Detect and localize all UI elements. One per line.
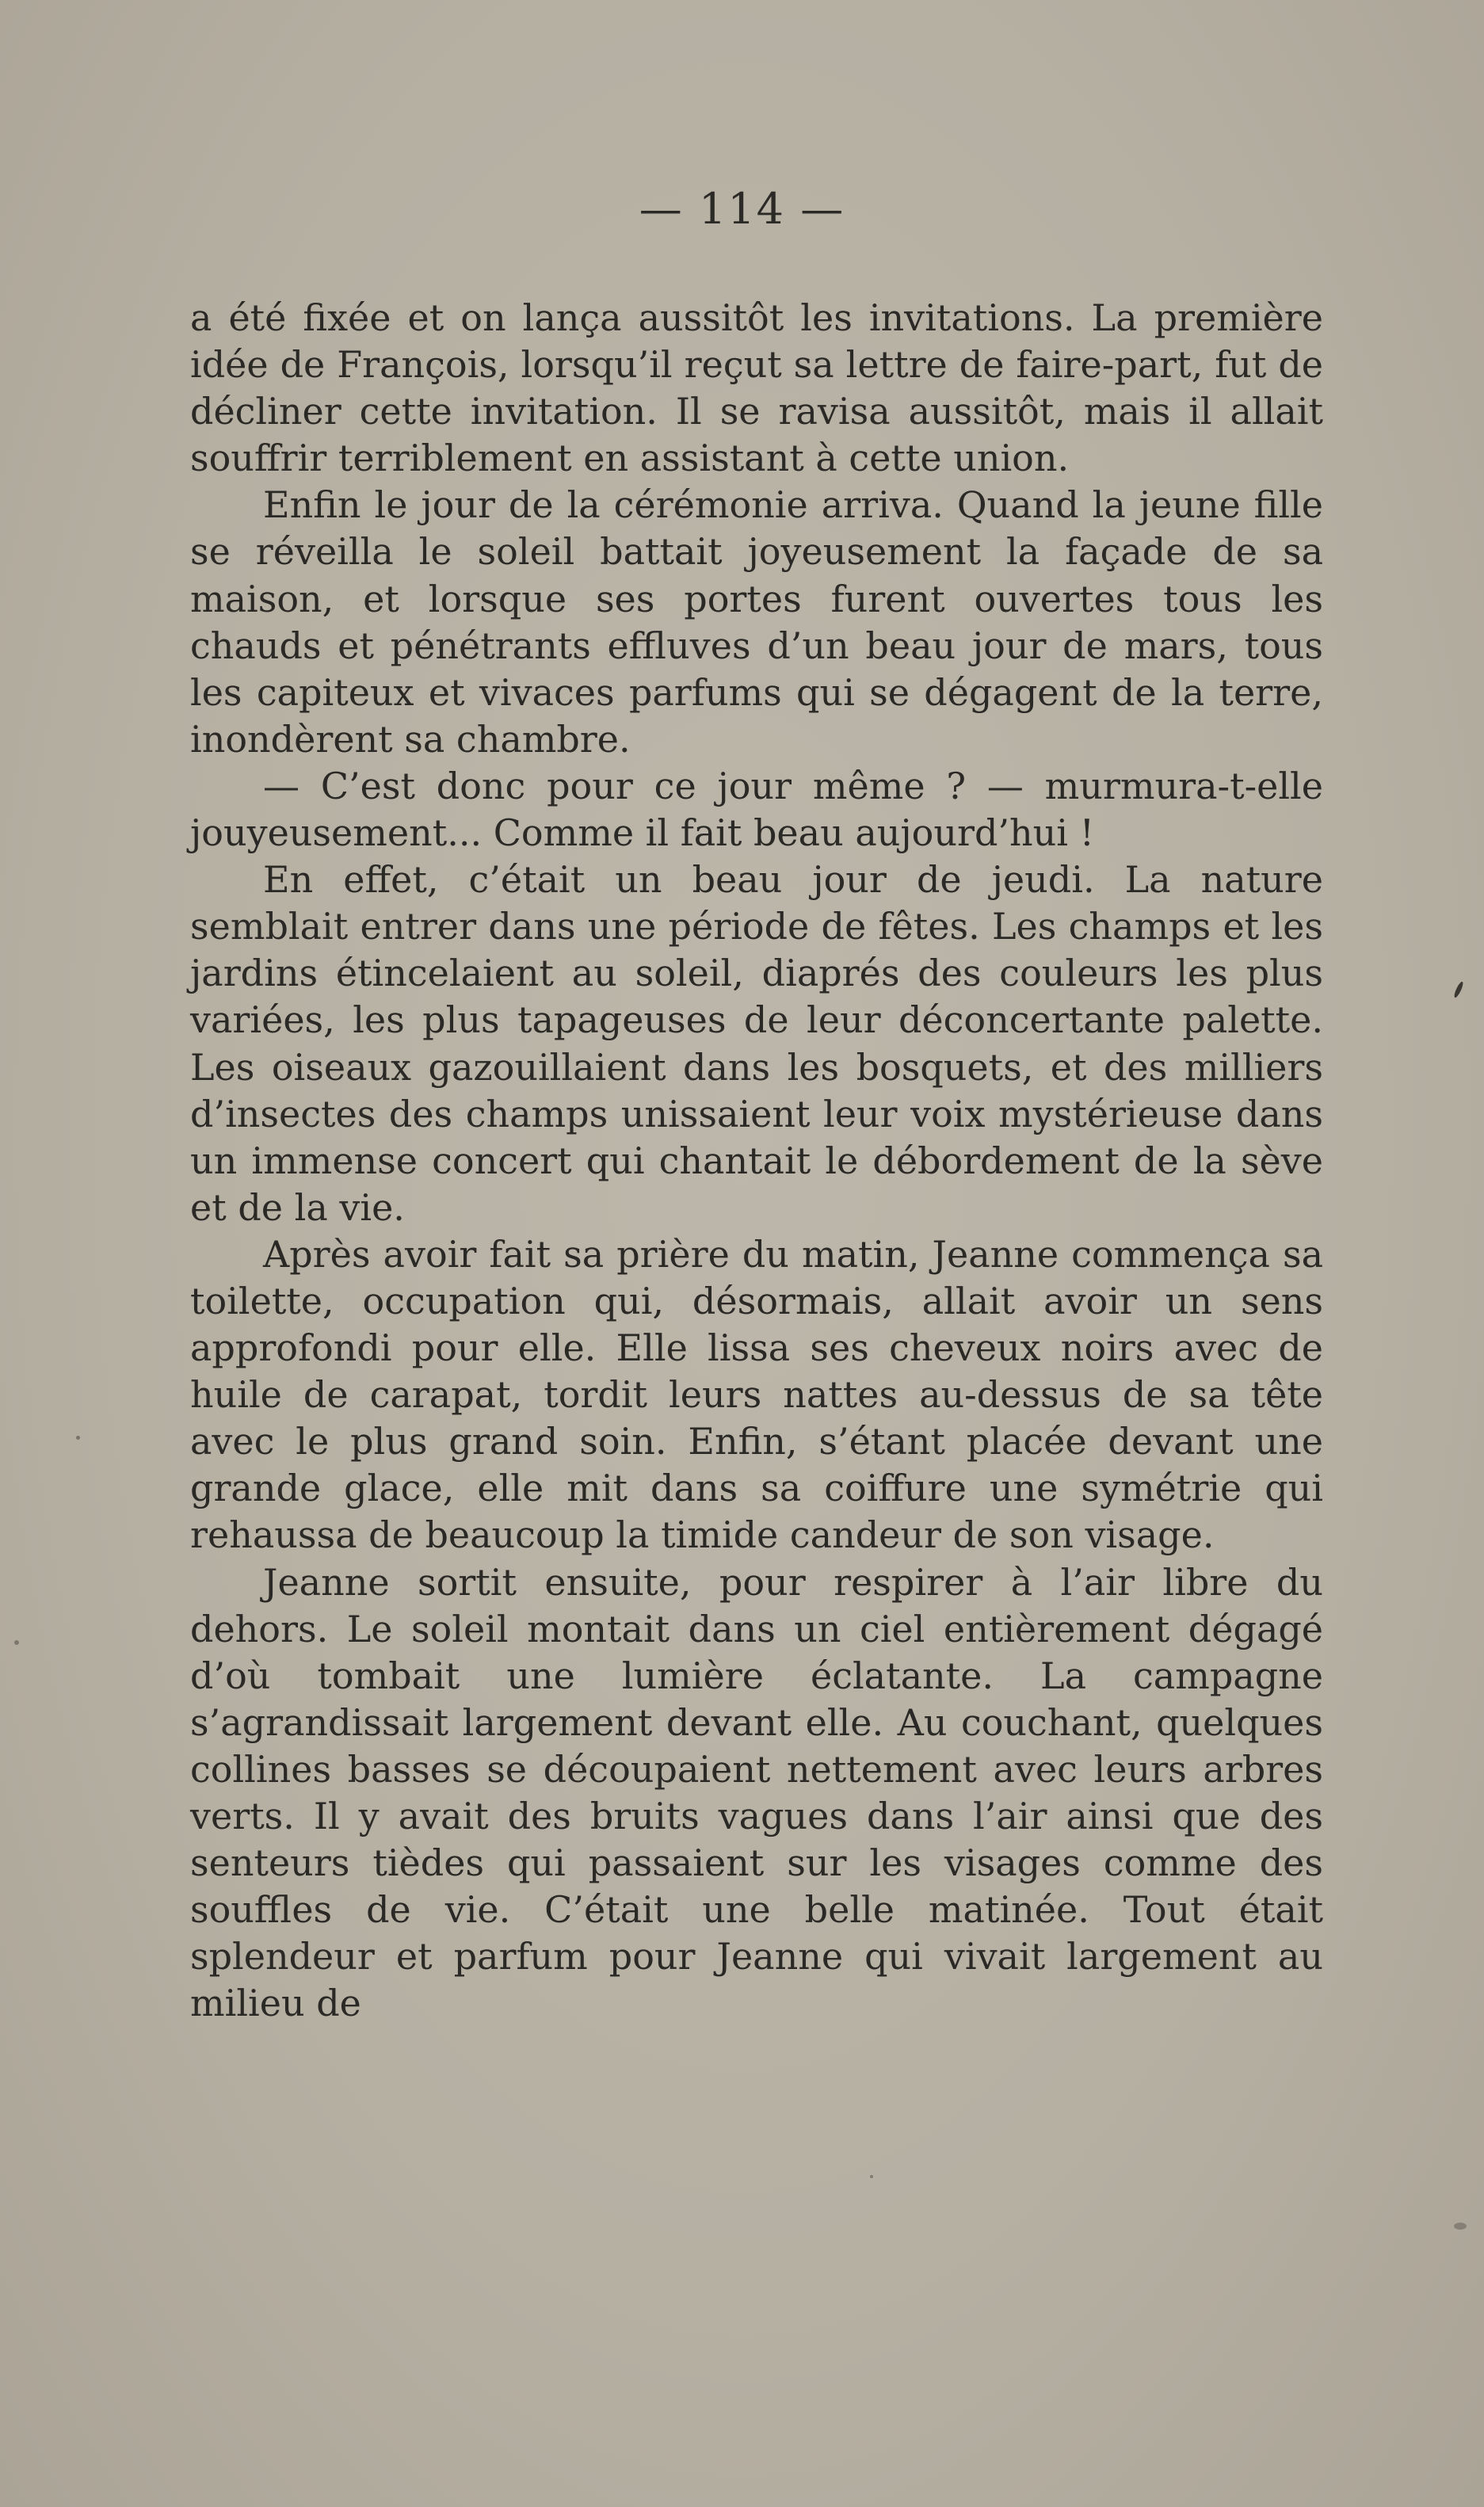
paragraph: a été fixée et on lança aussitôt les invitations. La première idée de François, lorsqu’il reçut sa lettre de faire-part, fut de décliner cette invitation. Il se ravisa aussitôt, mais il allait souffrir terriblement en assistant à cette union. (190, 296, 1323, 480)
paragraph: — C’est donc pour ce jour même ? — murmura-t-elle jouyeusement... Comme il fait beau aujourd’hui ! (190, 764, 1323, 855)
paper-speck (870, 2175, 873, 2178)
paragraph: Enfin le jour de la cérémonie arriva. Quand la jeune fille se réveilla le soleil battait joyeusement la façade de sa maison, et lorsque ses portes furent ouvertes tous les chauds et pénétrants effluves d’un beau jour de mars, tous les capiteux et vivaces parfums qui se dégagent de la terre, inondèrent sa chambre. (190, 483, 1323, 761)
body-text (190, 295, 1323, 2027)
paragraph: En effet, c’était un beau jour de jeudi. La nature semblait entrer dans une période de fêtes. Les champs et les jardins étincelaient au soleil, diaprés des couleurs les plus variées, les plus tapageuses de leur déconcertante palette. Les oiseaux gazouillaient dans les bosquets, et des milliers d’insectes des champs unissaient leur voix mystérieuse dans un immense concert qui chantait le débordement de la sève et de la vie. (190, 858, 1323, 1229)
paragraph: Jeanne sortit ensuite, pour respirer à l’air libre du dehors. Le soleil montait dans un ciel entièrement dégagé d’où tombait une lumière éclatante. La campagne s’agrandissait largement devant elle. Au couchant, quelques collines basses se découpaient nettement avec leurs arbres verts. Il y avait des bruits vagues dans l’air ainsi que des senteurs tièdes qui passaient sur les visages comme des souffles de vie. C’était une belle matinée. Tout était splendeur et parfum pour Jeanne qui vivait largement au milieu de (190, 1560, 1323, 2025)
paper-speck (1454, 2223, 1467, 2230)
paragraph: Après avoir fait sa prière du matin, Jeanne commença sa toilette, occupation qui, désormais, allait avoir un sens approfondi pour elle. Elle lissa ses cheveux noirs avec de huile de carapat, tordit leurs nattes au-dessus de sa tête avec le plus grand soin. Enfin, s’étant placée devant une grande glace, elle mit dans sa coiffure une symétrie qui rehaussa de beaucoup la timide candeur de son visage. (190, 1232, 1323, 1557)
paper-speck (76, 1436, 80, 1440)
paper-speck (1453, 981, 1465, 998)
page-number: — 114 — (639, 184, 845, 234)
paper-speck (14, 1640, 19, 1645)
